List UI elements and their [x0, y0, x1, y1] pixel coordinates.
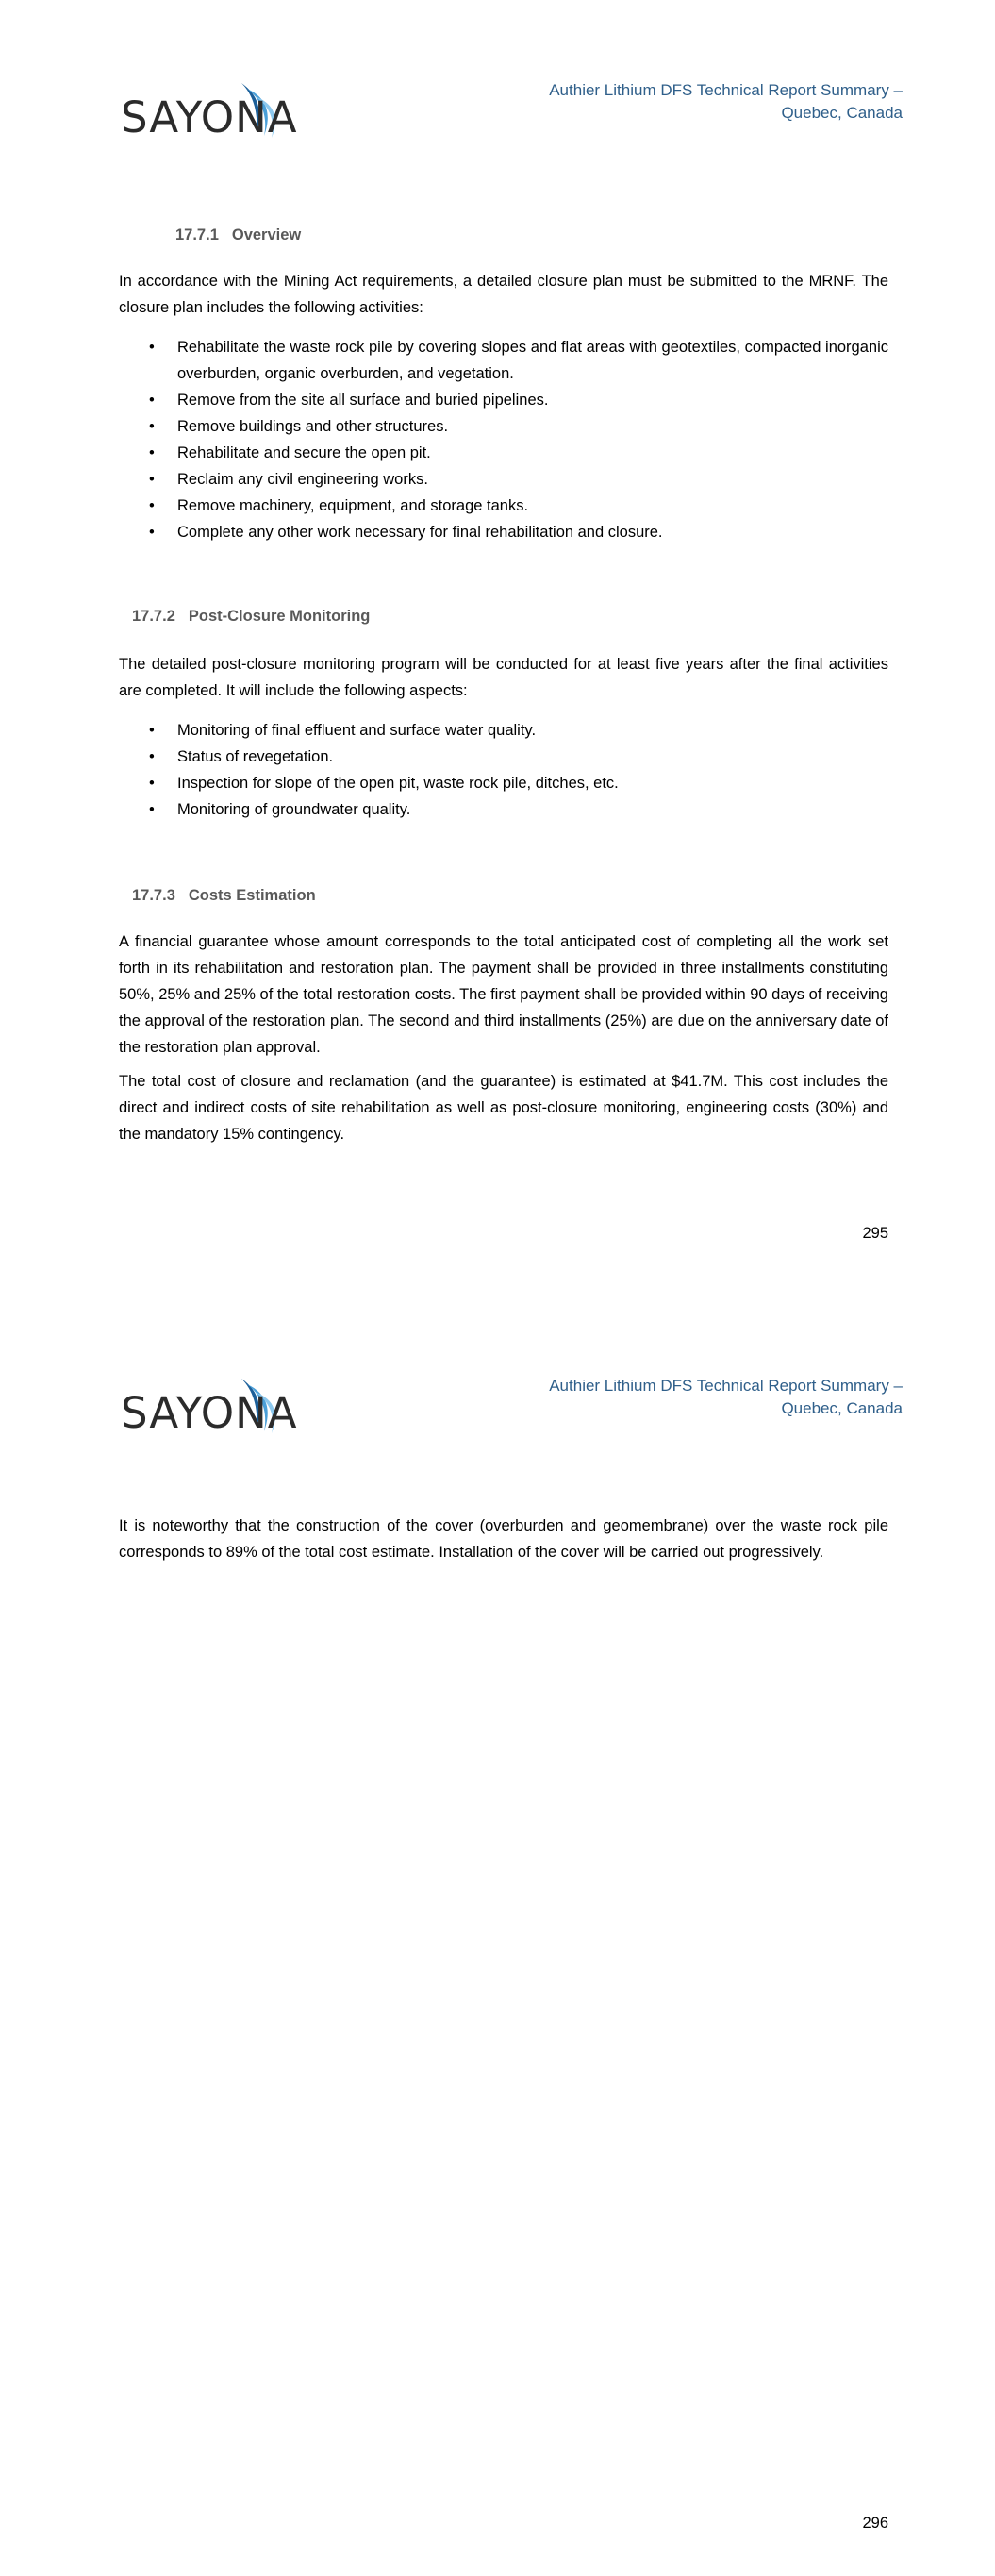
bullet-icon: • [149, 339, 155, 356]
list-item: • Remove from the site all surface and buried pipelines. [119, 387, 888, 413]
list-item: • Complete any other work necessary for final rehabilitation and closure. [119, 519, 888, 545]
list-item: • Monitoring of groundwater quality. [119, 796, 888, 823]
list-item: • Monitoring of final effluent and surface water quality. [119, 717, 888, 744]
bullet-icon: • [149, 748, 155, 765]
page-296 [0, 1288, 995, 2576]
section-heading-overview [175, 226, 301, 244]
list-item: • Inspection for slope of the open pit, waste rock pile, ditches, etc. [119, 770, 888, 796]
section-heading-costs [132, 887, 316, 905]
section-heading-post-closure [132, 608, 370, 626]
section-title: Costs Estimation [188, 887, 316, 904]
header-title-line2: Quebec, Canada [781, 1399, 903, 1417]
logo-text: SAYONA [121, 1388, 298, 1438]
list-item: • Remove buildings and other structures. [119, 413, 888, 440]
list-item: • Reclaim any civil engineering works. [119, 466, 888, 493]
page-number: 296 [862, 2515, 888, 2532]
list-item: • Rehabilitate the waste rock pile by covering slopes and flat areas with geotextiles, compacted inorganic overburden, organic overburden, and vegetation. [119, 334, 888, 387]
bullet-icon: • [149, 775, 155, 792]
header-title-line1: Authier Lithium DFS Technical Report Summary – [549, 81, 903, 99]
cover-cost-paragraph: It is noteworthy that the construction of the cover (overburden and geomembrane) over the waste rock pile corresponds to 89% of the total cost estimate. Installation of the cover will be carried out progressively. [119, 1517, 888, 1561]
bullet-icon: • [149, 801, 155, 818]
sayona-logo [121, 1371, 298, 1447]
section-number: 17.7.3 [132, 887, 175, 904]
list-item: • Status of revegetation. [119, 744, 888, 770]
section-title: Post-Closure Monitoring [188, 608, 371, 625]
sayona-logo [121, 75, 298, 151]
page-number: 295 [862, 1225, 888, 1242]
section-number: 17.7.1 [175, 226, 219, 243]
post-closure-intro: The detailed post-closure monitoring program will be conducted for at least five years after the final activities are completed. It will include the following aspects: [119, 656, 888, 699]
bullet-icon: • [149, 722, 155, 739]
report-header-title [506, 1375, 903, 1420]
list-item: • Rehabilitate and secure the open pit. [119, 440, 888, 466]
list-item: • Remove machinery, equipment, and storage tanks. [119, 493, 888, 519]
closure-activities-list [119, 334, 888, 545]
header-title-line2: Quebec, Canada [781, 104, 903, 122]
bullet-icon: • [149, 418, 155, 435]
section-title: Overview [231, 226, 302, 243]
section-number: 17.7.2 [132, 608, 175, 625]
logo-text: SAYONA [121, 92, 298, 142]
bullet-icon: • [149, 524, 155, 541]
bullet-icon: • [149, 497, 155, 514]
report-header-title [506, 79, 903, 125]
bullet-icon: • [149, 444, 155, 461]
costs-paragraph-2: The total cost of closure and reclamation (and the guarantee) is estimated at $41.7M. This cost includes the direct and indirect costs of site rehabilitation as well as post-closure monitoring, engineering costs (30%) and the mandatory 15% contingency. [119, 1073, 888, 1143]
header-title-line1: Authier Lithium DFS Technical Report Summary – [549, 1377, 903, 1395]
bullet-icon: • [149, 392, 155, 409]
monitoring-aspects-list [119, 717, 888, 823]
costs-paragraph-1: A financial guarantee whose amount corresponds to the total anticipated cost of completing all the work set forth in its rehabilitation and restoration plan. The payment shall be provided in three installments constituting 50%, 25% and 25% of the total restoration costs. The first payment shall be provided within 90 days of receiving the approval of the restoration plan. The second and third installments (25%) are due on the anniversary date of the restoration plan approval. [119, 933, 888, 1056]
overview-intro: In accordance with the Mining Act requirements, a detailed closure plan must be submitted to the MRNF. The closure plan includes the following activities: [119, 273, 888, 316]
bullet-icon: • [149, 471, 155, 488]
